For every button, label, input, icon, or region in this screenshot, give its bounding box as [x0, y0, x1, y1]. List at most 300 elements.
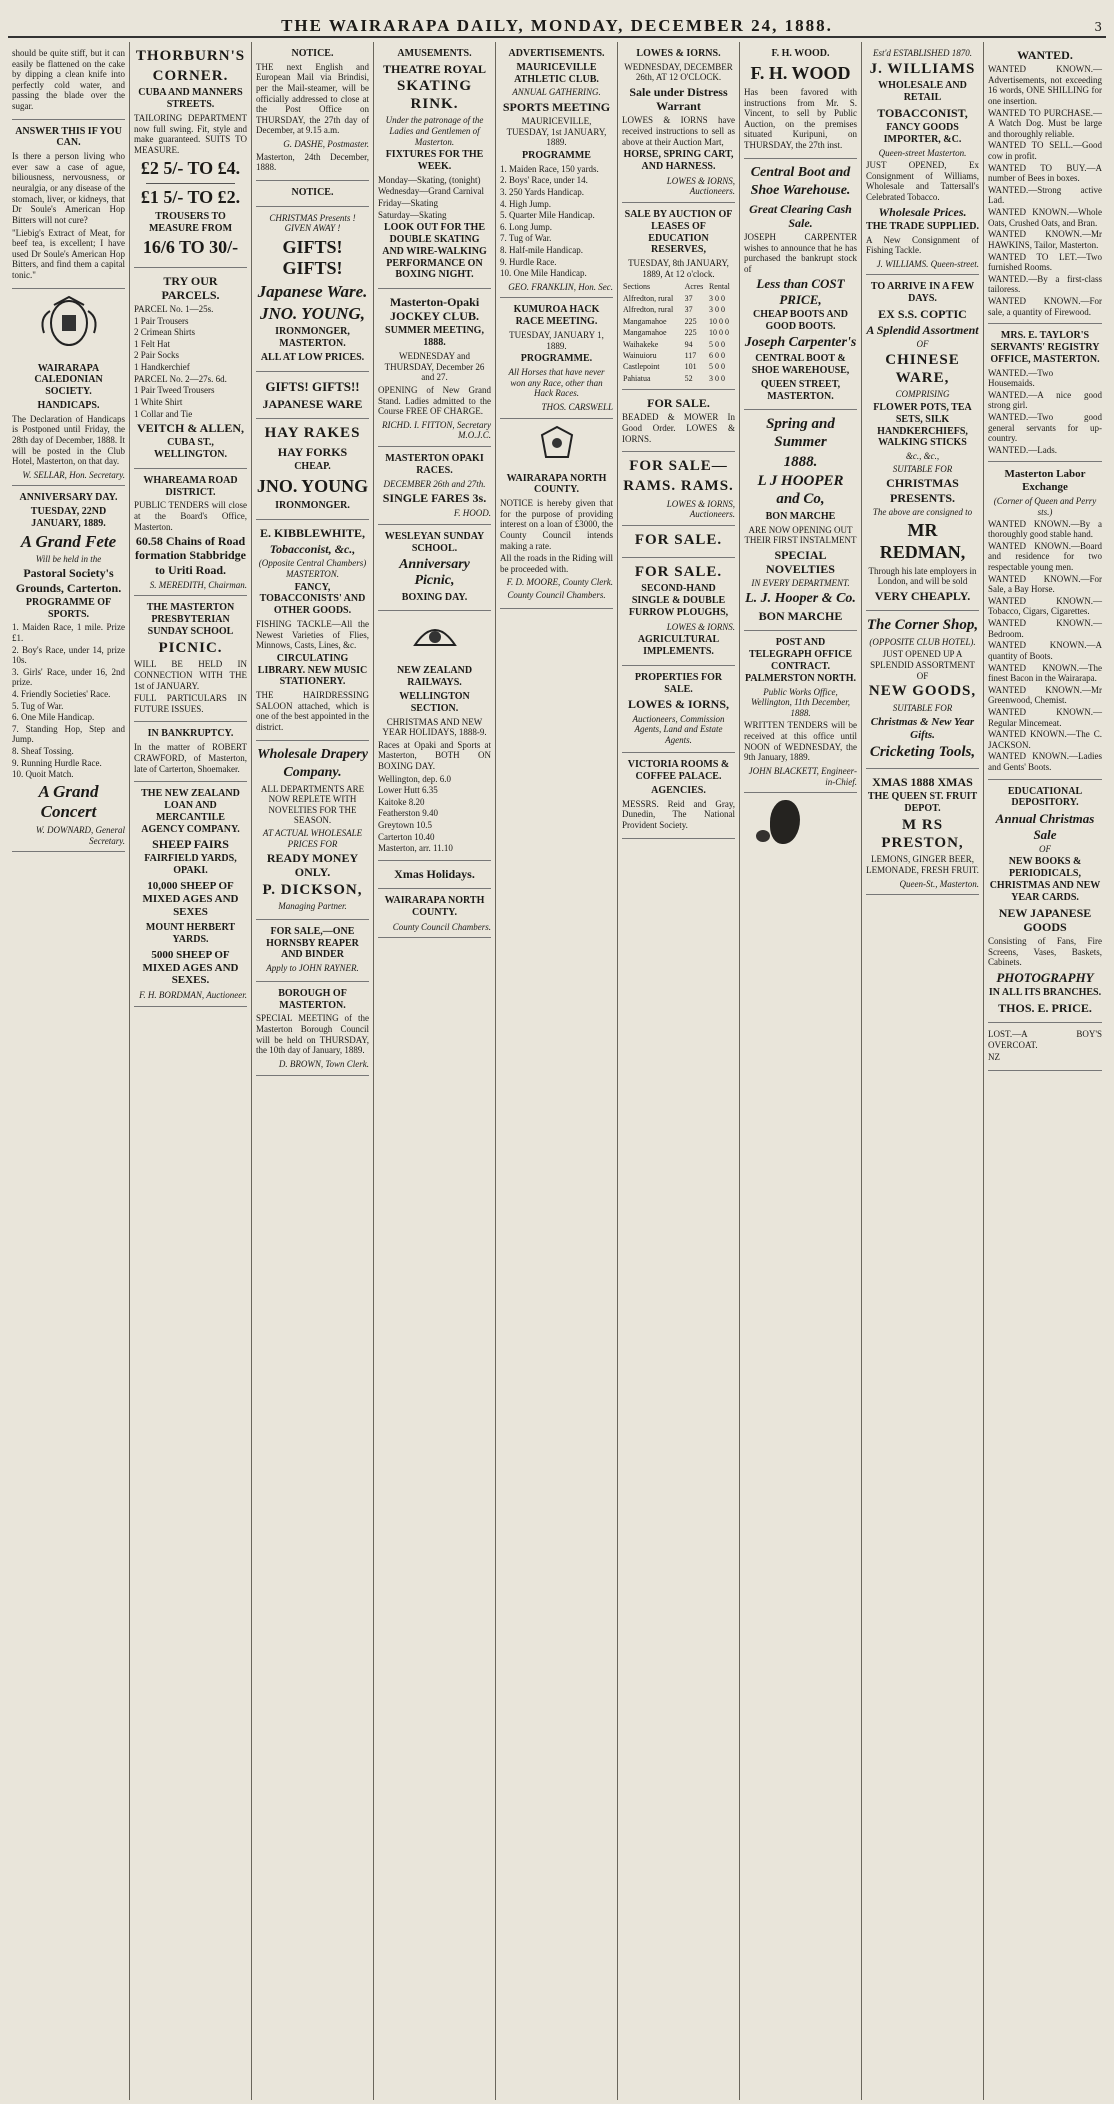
xmas-holidays-ad	[378, 861, 491, 889]
distress-sale-ad	[622, 42, 735, 203]
bon-marche-ad	[744, 410, 857, 631]
list-item: WANTED TO SELL.—Good cow in profit.	[988, 140, 1102, 162]
jockey-club-ad	[378, 289, 491, 447]
ad-subheading: NEW BOOKS & PERIODICALS, CHRISTMAS AND NEW YEAR CARDS.	[989, 856, 1101, 903]
ad-text: County Council Chambers.	[507, 590, 606, 600]
list-item: WANTED KNOWN.—Advertisements, not exceeding 16 words, ONE SHILLING for one insertion.	[988, 64, 1102, 106]
ad-heading: THE NEW ZEALAND LOAN AND MERCANTILE AGENCY COMPANY.	[141, 788, 240, 835]
list-item: 1 Felt Hat	[134, 338, 170, 349]
ad-text: OF	[916, 339, 929, 350]
county-notice-ad	[500, 467, 613, 609]
list-item: WANTED.—Two Housemaids.	[988, 367, 1054, 389]
fixture-list	[378, 175, 491, 220]
ad-subheading: HANDICAPS.	[37, 399, 100, 411]
ad-title: F. H. WOOD	[750, 62, 851, 83]
ad-signature: F. H. BORDMAN, Auctioneer.	[139, 990, 247, 1001]
ad-title: VERY CHEAPLY.	[874, 588, 971, 603]
ad-date: TUESDAY, 22ND JANUARY, 1889.	[30, 506, 107, 529]
hay-rakes-ad	[256, 419, 369, 520]
column-2	[130, 42, 252, 2100]
column-7	[740, 42, 862, 2100]
list-item: WANTED KNOWN.—By a thoroughly good stable hand.	[988, 518, 1102, 540]
ad-text: ANNUAL GATHERING.	[512, 87, 601, 98]
ad-subtitle: Great Clearing Cash Sale.	[749, 201, 852, 230]
ad-title: RAMS. RAMS.	[623, 477, 734, 494]
ad-text: NOTICE is hereby given that for the purpose of providing interest on a loan of £3000, the County Council intends making a rate.	[500, 498, 613, 551]
ad-subheading: ALL AT LOW PRICES.	[260, 352, 365, 364]
ad-text: Auctioneers, Commission Agents, Land and Estate Agents.	[632, 713, 725, 745]
programme-title: PROGRAMME OF SPORTS.	[25, 596, 112, 620]
ad-title: THOS. E. PRICE.	[998, 1000, 1092, 1015]
north-county-ad	[378, 889, 491, 938]
list-item: 2 Crimean Shirts	[134, 327, 195, 338]
ad-title: FOR SALE.	[634, 563, 723, 580]
reserves-table	[622, 281, 735, 384]
column-6	[618, 42, 740, 2100]
list-item: PARCEL No. 2—27s. 6d.	[134, 373, 227, 384]
ad-title: JNO. YOUNG	[256, 475, 369, 496]
list-item: 10. One Mile Handicap.	[500, 268, 587, 279]
column-5	[496, 42, 618, 2100]
ad-title: Annual Christmas Sale	[995, 811, 1095, 842]
ad-title: CHINESE WARE,	[885, 351, 960, 386]
table-row: Alfredton, rural 37 3 0 0	[623, 293, 725, 303]
ad-text: PUBLIC TENDERS will close at the Board's Office, Masterton.	[134, 500, 247, 532]
ad-title: SINGLE FARES 3s.	[382, 491, 487, 506]
column-4	[374, 42, 496, 2100]
ad-title: SPECIAL NOVELTIES	[766, 547, 835, 577]
list-item: Masterton, arr. 11.10	[378, 843, 453, 854]
ad-subheading: WHOLESALE AND RETAIL	[878, 80, 967, 104]
list-item: 7. Tug of War.	[500, 233, 552, 244]
ad-text: Apply to JOHN RAYNER.	[266, 963, 359, 974]
ad-title: MR REDMAN,	[879, 520, 966, 562]
ad-text: TUESDAY, JANUARY 1, 1889.	[509, 330, 604, 351]
ad-title: Anniversary Picnic,	[399, 556, 470, 589]
ad-text: Consisting of Fans, Fire Screens, Vases, Baskets, Cabinets.	[988, 935, 1102, 968]
ad-heading: NOTICE.	[291, 48, 334, 59]
crest-icon	[12, 293, 125, 353]
railway-crest-icon	[378, 615, 491, 655]
ad-signature: County Council Chambers.	[392, 921, 491, 932]
list-item: WANTED.—Strong active Lad.	[988, 184, 1102, 206]
list-item: Carterton 10.40	[378, 831, 435, 842]
list-item: 8. Half-mile Handicap.	[500, 245, 583, 256]
ad-title: EX S.S. COPTIC	[878, 307, 967, 322]
ad-subheading: TROUSERS TO MEASURE FROM	[148, 210, 233, 234]
ad-heading: IN BANKRUPTCY.	[147, 728, 234, 740]
ad-title: CORNER.	[152, 67, 229, 84]
ad-text: WEDNESDAY, DECEMBER 26th, AT 12 O'CLOCK.	[624, 61, 733, 83]
ad-title: THEATRE ROYAL	[382, 61, 487, 76]
ad-heading: ANNIVERSARY DAY.	[19, 492, 118, 504]
ad-signature: GEO. FRANKLIN, Hon. Sec.	[508, 281, 613, 292]
table-row: Pahiatua 52 3 0 0	[623, 373, 725, 383]
ad-subheading: QUEEN STREET, MASTERTON.	[760, 378, 841, 402]
fruit-depot-ad	[866, 769, 979, 895]
ad-title: Sale under Distress Warrant	[629, 85, 728, 114]
hop-bitters-ad	[12, 120, 125, 289]
thorburn-ad	[134, 42, 247, 268]
ad-title: L J HOOPER and Co,	[757, 473, 844, 508]
depository-ad	[988, 780, 1102, 1023]
ad-text: (Corner of Queen and Perry sts.)	[993, 496, 1097, 517]
ad-subheading: SUMMER MEETING, 1888.	[385, 325, 484, 349]
reaper-ad	[256, 920, 369, 982]
list-item: WANTED.—Two good general servants for up-country.	[988, 412, 1102, 444]
ad-text: JUST OPENED UP A SPLENDID ASSORTMENT OF	[870, 649, 975, 681]
contract-ad	[744, 631, 857, 793]
ad-text: All Horses that have never won any Race, other than Hack Races.	[508, 367, 605, 399]
ad-title: HAY RAKES	[264, 425, 361, 442]
skating-rink-ad	[378, 42, 491, 289]
table-row: Mangamahoe 225 10 0 0	[623, 316, 729, 326]
ad-text: TUESDAY, 8th JANUARY, 1889, At 12 o'clock.	[628, 258, 729, 279]
ad-title: VEITCH & ALLEN,	[136, 421, 245, 436]
caledonian-society-ad	[12, 357, 125, 487]
ad-text: (OPPOSITE CLUB HOTEL).	[869, 636, 976, 647]
ad-text: Has been favored with instructions from Mr. S. Vincent, to sell by Public Auction, on the premises situated Kuripuni, on THURSDAY, the 27th inst.	[744, 87, 857, 151]
list-item: WANTED TO BUY.—A number of Bees in boxes.	[988, 162, 1102, 184]
ad-subtitle: Tobacconist, &c.,	[269, 542, 356, 557]
ploughs-ad	[622, 558, 735, 666]
ad-subheading: CUBA AND MANNERS STREETS.	[138, 87, 243, 111]
ad-text: LOWES & IORNS have received instructions to sell as above at their Auction Mart,	[622, 115, 735, 147]
ad-title: XMAS 1888 XMAS	[872, 775, 973, 790]
ad-subheading: CENTRAL BOOT & SHOE WAREHOUSE,	[751, 353, 850, 377]
ad-title: Masterton-Opaki JOCKEY CLUB.	[389, 295, 480, 324]
ad-title: CHRISTMAS PRESENTS.	[886, 476, 959, 505]
list-item: WANTED KNOWN.—Regular Mincemeat.	[988, 706, 1102, 728]
chinese-ware-ad	[866, 275, 979, 611]
ad-heading: EDUCATIONAL DEPOSITORY.	[1007, 785, 1083, 809]
list-item: 1 Pair Tweed Trousers	[134, 385, 215, 396]
ad-text: THE HAIRDRESSING SALOON attached, which is one of the best appointed in the district.	[256, 690, 369, 732]
ad-title: J. WILLIAMS	[869, 60, 976, 77]
list-item: WANTED.—Lads.	[988, 444, 1057, 455]
ad-text: The above are consigned to	[872, 506, 973, 517]
list-item: 6. One Mile Handicap.	[12, 712, 95, 723]
ad-text: In the matter of ROBERT CRAWFORD, of Masterton, late of Carterton, Shoemaker.	[134, 742, 247, 774]
ink-blot	[756, 830, 770, 842]
list-item: WANTED KNOWN.—Bedroom.	[988, 618, 1102, 639]
ad-subheading: WELLINGTON SECTION.	[399, 690, 470, 714]
programme-title: PROGRAMME	[522, 149, 591, 161]
ad-title: Spring and Summer	[766, 416, 835, 451]
properties-ad	[622, 666, 735, 754]
loan-agency-ad	[134, 782, 247, 1007]
columns	[8, 42, 1106, 2100]
education-reserves-ad	[622, 203, 735, 390]
wood-auction-ad	[744, 42, 857, 159]
ad-title: GIFTS! GIFTS!	[282, 236, 343, 279]
ad-signature: RICHD. I. FITTON, Secretary M.O.J.C.	[382, 419, 491, 441]
ad-text: COMPRISING	[895, 389, 950, 400]
ad-subtitle: Wholesale Prices.	[878, 204, 967, 219]
list-item: WANTED KNOWN.—Board and residence for two respectable young men.	[988, 540, 1102, 573]
list-item: WANTED KNOWN.—Tobacco, Cigars, Cigarettes.	[988, 595, 1102, 617]
ad-signature: F. HOOD.	[453, 508, 491, 519]
ad-text: JUST OPENED, Ex Consignment of Williams, Wholesale and Tattersall's Celebrated Tobacco.	[866, 160, 979, 203]
list-item: 4. Friendly Societies' Race.	[12, 689, 111, 700]
ad-subheading: MOUNT HERBERT YARDS.	[145, 921, 236, 945]
ad-subheading: FANCY, TOBACCONISTS' AND OTHER GOODS.	[259, 581, 366, 617]
labor-exchange-ad	[988, 462, 1102, 779]
list-item: 10. Quoit Match.	[12, 769, 74, 780]
ad-subheading: CUBA ST., WELLINGTON.	[154, 437, 227, 461]
wharemama-ad	[134, 469, 247, 597]
ad-subheading: AGRICULTURAL IMPLEMENTS.	[637, 634, 720, 658]
ad-subheading: FANCY GOODS IMPORTER, &C.	[883, 122, 962, 145]
list-item: 9. Hurdle Race.	[500, 256, 557, 267]
list-item: Kaitoke 8.20	[378, 796, 425, 807]
list-item: WANTED KNOWN.—Whole Oats, Crushed Oats, and Bran.	[988, 207, 1102, 228]
programme-title: PROGRAMME.	[520, 353, 593, 365]
ad-signature: F. D. MOORE, County Clerk.	[506, 577, 613, 588]
list-item: 1 Collar and Tie	[134, 408, 193, 419]
ad-subtitle: Less than COST PRICE,	[756, 276, 845, 307]
mail-notice-2	[256, 181, 369, 207]
mail-notice	[256, 42, 369, 181]
ad-title: NEW JAPANESE GOODS	[998, 905, 1092, 934]
ad-signature: G. DASHE, Postmaster.	[283, 139, 369, 150]
ad-text: Est'd ESTABLISHED 1870.	[872, 48, 972, 58]
ad-title: Shoe Warehouse.	[750, 183, 851, 199]
ad-subheading: CHEAP.	[294, 461, 331, 473]
young-gifts-ad	[256, 207, 369, 372]
ad-heading: SALE BY AUCTION OF LEASES OF EDUCATION RESERVES,	[624, 208, 733, 256]
ad-heading: PROPERTIES FOR SALE.	[634, 671, 723, 695]
list-item: WANTED TO LET.—Two furnished Rooms.	[988, 251, 1102, 273]
ad-heading: AMUSEMENTS.	[397, 48, 472, 59]
events-list	[12, 622, 125, 780]
list-item: 8. Sheaf Tossing.	[12, 746, 74, 757]
list-item: 1. Maiden Race, 1 mile. Prize £1.	[12, 622, 125, 643]
ad-heading: WAIRARAPA CALEDONIAN SOCIETY.	[34, 362, 103, 398]
ad-text: DECEMBER 26th and 27th.	[383, 478, 486, 489]
ad-heading: POST AND TELEGRAPH OFFICE CONTRACT. PALMERSTON NORTH.	[745, 637, 856, 684]
ad-heading: F. H. WOOD.	[771, 48, 830, 59]
rams-ad	[622, 452, 735, 526]
ad-heading: MRS. E. TAYLOR'S SERVANTS' REGISTRY OFFICE, MASTERTON.	[990, 330, 1100, 365]
ad-heading: THE MASTERTON PRESBYTERIAN SUNDAY SCHOOL	[146, 602, 235, 637]
list-item: 1 Pair Trousers	[134, 315, 189, 326]
ad-heading: LOWES & IORNS.	[636, 48, 721, 59]
ad-text: A New Consignment of Fishing Tackle.	[866, 234, 979, 256]
ad-heading: BOROUGH OF MASTERTON.	[278, 987, 347, 1011]
mower-sale-ad	[622, 390, 735, 452]
sheep-line: 10,000 SHEEP OF MIXED AGES AND SEXES	[142, 880, 239, 918]
ad-heading: WAIRARAPA NORTH COUNTY.	[384, 895, 485, 918]
ad-subheading: IN ALL ITS BRANCHES.	[988, 987, 1102, 999]
list-item: WANTED KNOWN.—The C. JACKSON.	[988, 729, 1102, 750]
ad-title: FOR SALE.	[647, 396, 710, 411]
ad-subheading: LOOK OUT FOR THE DOUBLE SKATING AND WIRE-WALKING PERFORMANCE ON BOXING NIGHT.	[382, 222, 487, 281]
ad-text: ALL DEPARTMENTS ARE NOW REPLETE WITH NOVELTIES FOR THE SEASON.	[260, 783, 365, 826]
list-item: Greytown 10.5	[378, 820, 432, 831]
recipe-article	[12, 42, 125, 120]
ad-subheading: AGENCIES.	[651, 785, 706, 797]
table-row: Mangamahoe 225 10 0 0	[623, 328, 729, 338]
ad-subheading: THE TRADE SUPPLIED.	[866, 220, 979, 232]
list-item: Monday—Skating, (tonight)	[378, 174, 481, 185]
kumeroa-ad	[500, 298, 613, 418]
bankruptcy-ad	[134, 722, 247, 782]
ad-text: NZ	[988, 1052, 1000, 1063]
ad-heading: FOR SALE,—ONE HORNSBY REAPER AND BINDER	[266, 925, 359, 961]
list-item: 3. 250 Yards Handicap.	[500, 187, 584, 197]
list-item: 1. Maiden Race, 150 yards.	[500, 163, 599, 174]
ad-title: Masterton Labor Exchange	[1004, 468, 1086, 494]
ad-text: SUITABLE FOR	[892, 463, 953, 474]
list-item: 6. Long Jump.	[500, 221, 553, 232]
ad-text: SPECIAL MEETING of the Masterton Borough Council will be held on THURSDAY, the 10th day of January, 1889.	[256, 1013, 369, 1056]
lost-ad	[988, 1023, 1102, 1071]
ad-title: LOWES & IORNS,	[627, 697, 730, 712]
list-item: 7. Standing Hop, Step and Jump.	[12, 723, 125, 745]
picnic-ad	[134, 596, 247, 722]
ad-heading: WHAREAMA ROAD DISTRICT.	[143, 474, 238, 498]
corner-shop-ad	[866, 611, 979, 769]
ad-subheading: IRONMONGER, MASTERTON.	[275, 326, 350, 350]
list-item: WANTED.—A nice good strong girl.	[988, 389, 1102, 411]
list-item: 1 White Shirt	[134, 396, 183, 407]
list-item: 2. Boys' Race, under 14.	[500, 175, 588, 186]
ad-text: FISHING TACKLE—All the Newest Varieties of Flies, Minnows, Casts, Lines, &c.	[256, 618, 369, 651]
list-item: Friday—Skating	[378, 197, 438, 208]
list-item: 4. High Jump.	[500, 198, 552, 209]
ad-title: BON MARCHE	[758, 609, 843, 624]
ad-title: GIFTS! GIFTS!!	[265, 378, 360, 394]
ad-title: SPORTS MEETING	[502, 100, 611, 114]
wesleyan-ad	[378, 525, 491, 611]
ad-heading: MASTERTON OPAKI RACES.	[385, 452, 484, 476]
ad-heading: NOTICE.	[291, 186, 334, 198]
column-8	[862, 42, 984, 2100]
ad-text: ARE NOW OPENING OUT THEIR FIRST INSTALMENT	[744, 524, 857, 546]
column-9	[984, 42, 1106, 2100]
ad-title: TOBACCONIST,	[877, 105, 968, 120]
price-line: 16/6 TO 30/-	[142, 237, 239, 258]
ad-text: WEDNESDAY and THURSDAY, December 26 and 27.	[384, 351, 485, 383]
ad-text: OPENING of New Grand Stand. Ladies admitted to the Course FREE OF CHARGE.	[378, 384, 491, 417]
ad-signature: D. BROWN, Town Clerk.	[278, 1058, 369, 1069]
ad-title: Joseph Carpenter's	[744, 334, 857, 350]
ad-subheading: THE QUEEN ST. FRUIT DEPOT.	[867, 791, 978, 815]
ad-text: "Liebig's Extract of Meat, for beef tea, is excellent; I have used Dr Soule's American Hop Bitters, and find them a capital tonic."	[12, 227, 125, 280]
ad-text: Through his late employers in London, and will be sold	[868, 565, 977, 587]
ad-text: LOST.—A BOY'S OVERCOAT.	[988, 1029, 1102, 1050]
list-item: WANTED KNOWN.—A quantity of Boots.	[988, 640, 1102, 661]
list-item: Wednesday—Grand Carnival	[378, 186, 484, 197]
ad-heading: TO ARRIVE IN A FEW DAYS.	[870, 281, 975, 305]
ad-heading: ANSWER THIS IF YOU CAN.	[15, 125, 122, 149]
ad-text: CHRISTMAS Presents ! GIVEN AWAY !	[269, 212, 356, 234]
ad-title: P. DICKSON,	[262, 881, 363, 898]
list-item: 2 Pair Socks	[134, 350, 179, 361]
ad-text: &c., &c.,	[905, 451, 940, 462]
ad-text: SUITABLE FOR	[892, 702, 953, 713]
registry-ad	[988, 324, 1102, 462]
ad-text: LEMONS, GINGER BEER, LEMONADE, FRESH FRUIT.	[866, 854, 979, 875]
events-list	[500, 164, 613, 279]
wanted-ads	[988, 42, 1102, 324]
ad-text: Queen-street Masterton.	[878, 147, 967, 158]
ad-text: Under the patronage of the Ladies and Gentlemen of Masterton.	[385, 115, 484, 147]
ad-title: SKATING RINK.	[396, 77, 473, 112]
parcel-list	[134, 304, 247, 419]
ad-subheading: FIXTURES FOR THE WEEK.	[385, 149, 484, 172]
ad-text: Public Works Office, Wellington, 11th December, 1888.	[751, 686, 850, 718]
ad-subtitle: Japanese Ware.	[257, 282, 368, 302]
ad-signature: LOWES & IORNS, Auctioneers.	[666, 175, 735, 197]
ad-title: JNO. YOUNG,	[260, 304, 365, 324]
ad-subheading: IRONMONGER.	[275, 500, 350, 512]
ad-text: Is there a person living who ever saw a case of ague, biliousness, nervousness, or neuralgia, or any disease of the stomach, liver, or kidneys, that Dr Soule's American Hop Bitters will not cure?	[12, 151, 125, 225]
anniversary-fete-ad	[12, 486, 125, 852]
drapery-ad	[256, 741, 369, 920]
boot-warehouse-ad	[744, 159, 857, 411]
ad-text: All the roads in the Riding will be proceeded with.	[500, 553, 613, 574]
ad-heading: NEW ZEALAND RAILWAYS.	[396, 665, 473, 689]
article-text: should be quite stiff, but it can easily be flattened on the cake by dipping a clean knife into perfectly cold water, and passing the blade over the sugar.	[12, 48, 125, 112]
ad-text: (Opposite Central Chambers) MASTERTON.	[258, 558, 367, 579]
ad-title: PHOTOGRAPHY	[996, 969, 1094, 985]
for-sale-ad	[622, 526, 735, 558]
list-item: Featherston 9.40	[378, 808, 438, 819]
ad-text: MAURICEVILLE, TUESDAY, 1st JANUARY, 1889.	[506, 116, 607, 148]
list-item: Saturday—Skating	[378, 209, 447, 220]
ad-title: 1888.	[783, 453, 818, 470]
ad-text: IN EVERY DEPARTMENT.	[751, 578, 850, 589]
list-item: PARCEL No. 1—25s.	[134, 304, 214, 315]
list-item: WANTED KNOWN.—Mr Greenwood, Chemist.	[988, 684, 1102, 706]
list-item: 1 Handkerchief	[134, 362, 190, 373]
ad-subheading: FLOWER POTS, TEA SETS, SILK HANDKERCHIEFS, WALKING STICKS	[873, 401, 972, 449]
young-gifts-ad-2	[256, 372, 369, 419]
table-row: Waihakeke 94 5 0 0	[623, 339, 725, 349]
table-row: Alfredton, rural 37 3 0 0	[623, 305, 725, 315]
ad-signature: LOWES & IORNS, Auctioneers.	[666, 498, 735, 520]
column-3	[252, 42, 374, 2100]
ad-title: FOR SALE—	[629, 458, 728, 475]
ad-subheading: FAIRFIELD YARDS, OPAKI.	[144, 853, 237, 877]
station-list	[378, 774, 491, 854]
ad-title: THORBURN'S	[135, 48, 246, 64]
price-line: £1 5/- TO £2.	[140, 186, 241, 207]
list-item: WANTED KNOWN.—The finest Bacon in the Wairarapa.	[988, 662, 1102, 684]
ad-text: AT ACTUAL WHOLESALE PRICES FOR	[262, 828, 363, 849]
concert-title: A Grand Concert	[38, 781, 99, 821]
ad-title: Wholesale Drapery	[257, 746, 368, 762]
ad-signature: Queen-St., Masterton.	[899, 878, 979, 889]
list-item: WANTED TO PURCHASE.—A Watch Dog. Must be large and thoroughly reliable.	[988, 107, 1102, 139]
ad-text: MESSRS. Reid and Gray, Dunedin, The National Provident Society.	[622, 798, 735, 831]
sheep-line: 5000 SHEEP OF MIXED AGES AND SEXES.	[142, 948, 239, 987]
list-item: 5. Tug of War.	[12, 700, 64, 711]
ad-text: The Declaration of Handicaps is Postponed until Friday, the 28th day of December, 1888. It will be posted in the Club Hotel, Masterton, on that day.	[12, 413, 125, 467]
ad-signature: W. SELLAR, Hon. Secretary.	[22, 469, 125, 480]
ad-text: Races at Opaki and Sports at Masterton, BOTH ON BOXING DAY.	[378, 739, 491, 771]
list-item: 2. Boy's Race, under 14, prize 10s.	[12, 644, 125, 666]
column-1	[8, 42, 130, 2100]
ad-signature: W. DOWNARD, General Secretary.	[35, 824, 125, 846]
parcels-ad	[134, 268, 247, 469]
masthead	[8, 6, 1106, 38]
ad-heading: VICTORIA ROOMS & COFFEE PALACE.	[627, 759, 730, 783]
list-item: 5. Quarter Mile Handicap.	[500, 210, 595, 221]
borough-ad	[256, 982, 369, 1076]
